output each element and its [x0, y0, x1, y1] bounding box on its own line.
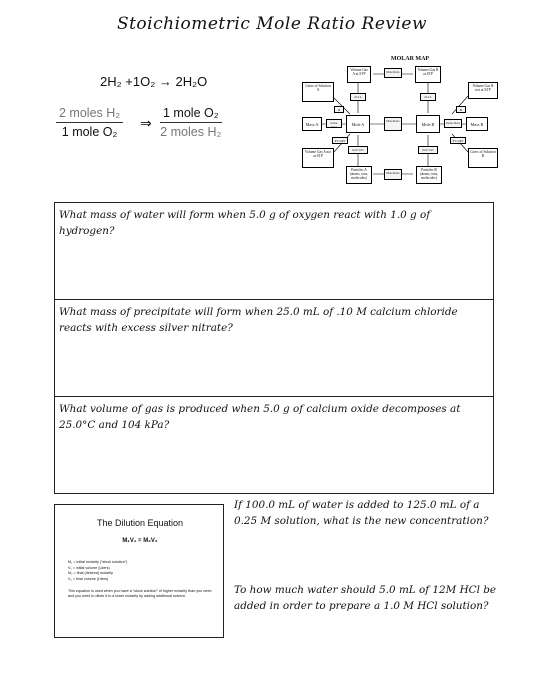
question-box-2[interactable] — [54, 299, 494, 397]
worksheet-title: Stoichiometric Mole Ratio Review — [116, 14, 428, 34]
box-mole-ratio-top: Mole Ratio — [384, 68, 402, 78]
molar-map — [300, 56, 520, 186]
operator-pv-nrt-a: PV=nRT — [332, 137, 348, 144]
dilution-note: This equation is used when you have a "stock solution" of higher molarity than you need and you need to dilute it to a lower molarity by adding additional solvent. — [68, 589, 212, 598]
ratio-right-numerator: 1 mole O₂ — [160, 106, 222, 123]
operator-molarity-b: M — [456, 106, 466, 113]
mole-ratio-fraction-right — [160, 106, 222, 139]
ratio-left-numerator: 2 moles H₂ — [56, 106, 123, 123]
box-mole-b: Mole B — [416, 115, 440, 133]
box-particles-b: Particles B (atoms, ions, molecules) — [416, 166, 442, 184]
box-mole-ratio-center: Mole Ratio — [384, 117, 402, 131]
question-2-text: What mass of precipitate will form when 25.0 mL of .10 M calcium chloride reacts with excess silver nitrate? — [59, 306, 458, 334]
dilution-equation-box — [54, 504, 224, 638]
ratio-right-denominator: 2 moles H₂ — [160, 125, 222, 139]
side-question-2: To how much water should 5.0 mL of 12M HCl be added in order to prepare a 1.0 M HCl solution? — [234, 584, 497, 612]
box-mass-a: Mass A — [302, 117, 322, 131]
dilution-formula: M₁V₁ = M₂V₂ — [122, 538, 158, 544]
operator-pv-nrt-b: PV=nRT — [450, 137, 466, 144]
dilution-title: The Dilution Equation — [96, 518, 184, 528]
operator-22-4-b: 22.4 L — [420, 93, 436, 101]
reaction-equation: 2H₂ +1O₂ → 2H₂O — [100, 74, 208, 89]
operator-molar-mass-b: molar mass — [444, 119, 462, 128]
dilution-var-m1: M₁ = initial molarity ("stock solution") — [68, 560, 128, 564]
dilution-var-m2: M₂ = final (desired) molarity — [68, 571, 113, 576]
operator-avogadro-b: 6.02×10²³ — [418, 146, 438, 154]
box-liters-solution-b: Liters of Solution B — [468, 148, 498, 168]
mole-ratio-fraction-left — [56, 106, 123, 139]
box-particles-a: Particles A (atoms, ions, molecules) — [346, 166, 372, 184]
dilution-variables — [68, 560, 127, 582]
side-question-1: If 100.0 mL of water is added to 125.0 mL of a 0.25 M solution, what is the new concentration? — [234, 499, 489, 527]
question-box-3[interactable] — [54, 396, 494, 494]
box-mole-a: Mole A — [346, 115, 370, 133]
operator-avogadro-a: 6.02×10²³ — [348, 146, 368, 154]
box-volume-gas-b-not-stp: Volume Gas B not at STP — [468, 82, 498, 99]
box-volume-gas-b-stp: Volume Gas B at STP — [415, 66, 441, 83]
dilution-var-v1: V₁ = initial volume (Liters) — [68, 565, 110, 570]
box-liters-solution-a: Liters of Solution A — [302, 82, 334, 102]
operator-molar-mass-a: molar mass — [326, 119, 342, 128]
operator-molarity-a: M — [334, 106, 344, 113]
box-volume-gas-a-not-stp: Volume Gas A not at STP — [302, 148, 334, 168]
dilution-var-v2: V₂ = final volume (Liters) — [68, 576, 109, 581]
box-mass-b: Mass B — [466, 117, 488, 131]
question-1-text: What mass of water will form when 5.0 g of oxygen react with 1.0 g of hydrogen? — [59, 209, 431, 237]
question-3-text: What volume of gas is produced when 5.0 g of calcium oxide decomposes at 25.0°C and 104 kPa? — [59, 403, 461, 431]
ratio-left-denominator: 1 mole O₂ — [61, 125, 118, 139]
box-mole-ratio-bottom: Mole Ratio — [384, 169, 402, 180]
molar-map-title: MOLAR MAP — [390, 56, 430, 62]
implies-arrow-icon: ⇒ — [140, 116, 152, 132]
operator-22-4-a: 22.4 L — [350, 93, 366, 101]
box-volume-gas-a-stp: Volume Gas A at STP — [347, 66, 371, 83]
question-box-1[interactable] — [54, 202, 494, 300]
